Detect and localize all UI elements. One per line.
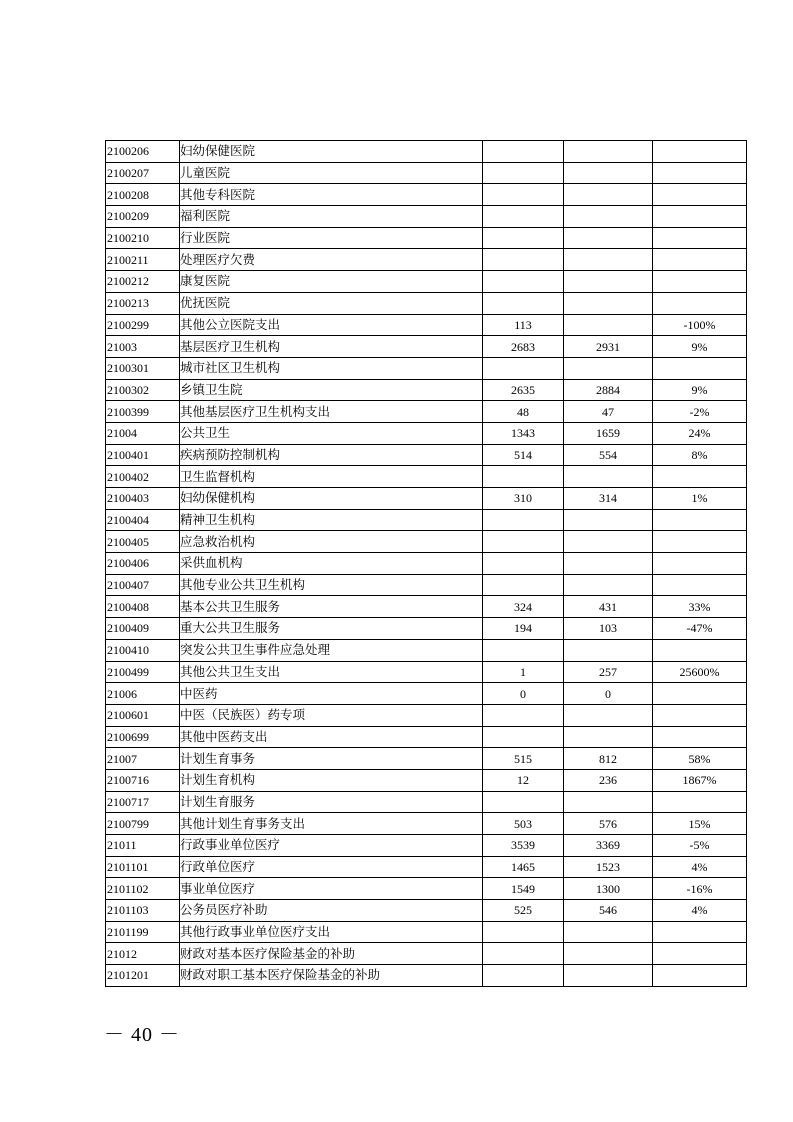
row-percent-change — [653, 943, 747, 965]
row-code: 2100404 — [106, 509, 180, 531]
row-value-2: 576 — [564, 813, 653, 835]
row-value-1: 1549 — [483, 878, 564, 900]
row-name: 福利医院 — [180, 206, 483, 228]
row-percent-change: 1867% — [653, 769, 747, 791]
row-value-1 — [483, 271, 564, 293]
table-body — [106, 141, 747, 987]
row-code: 2101103 — [106, 900, 180, 922]
row-percent-change — [653, 791, 747, 813]
row-code: 2101101 — [106, 856, 180, 878]
row-percent-change: 4% — [653, 900, 747, 922]
row-value-1 — [483, 141, 564, 163]
row-percent-change: -5% — [653, 835, 747, 857]
row-name: 妇幼保健机构 — [180, 488, 483, 510]
table-row — [106, 661, 747, 683]
row-value-2 — [564, 206, 653, 228]
row-percent-change: 4% — [653, 856, 747, 878]
row-code: 2100206 — [106, 141, 180, 163]
row-name: 行业医院 — [180, 227, 483, 249]
row-name: 康复医院 — [180, 271, 483, 293]
row-value-2 — [564, 314, 653, 336]
row-value-1: 515 — [483, 748, 564, 770]
row-value-2: 103 — [564, 618, 653, 640]
table-row — [106, 531, 747, 553]
table-row — [106, 900, 747, 922]
table-row — [106, 466, 747, 488]
row-value-2 — [564, 509, 653, 531]
table-row — [106, 878, 747, 900]
row-name: 行政单位医疗 — [180, 856, 483, 878]
row-value-1: 194 — [483, 618, 564, 640]
table-row — [106, 227, 747, 249]
row-value-1: 514 — [483, 444, 564, 466]
row-percent-change: 9% — [653, 336, 747, 358]
row-code: 2100410 — [106, 639, 180, 661]
table-row — [106, 813, 747, 835]
table-row — [106, 943, 747, 965]
row-name: 其他专业公共卫生机构 — [180, 574, 483, 596]
row-value-1: 2683 — [483, 336, 564, 358]
row-name: 其他中医药支出 — [180, 726, 483, 748]
table-row — [106, 314, 747, 336]
row-code: 21011 — [106, 835, 180, 857]
table-row — [106, 618, 747, 640]
row-value-2: 236 — [564, 769, 653, 791]
table-row — [106, 357, 747, 379]
row-name: 中医药 — [180, 683, 483, 705]
row-name: 重大公共卫生服务 — [180, 618, 483, 640]
table-row — [106, 683, 747, 705]
row-value-1 — [483, 466, 564, 488]
row-code: 2100208 — [106, 184, 180, 206]
row-code: 2100717 — [106, 791, 180, 813]
row-name: 其他公共卫生支出 — [180, 661, 483, 683]
row-code: 2100399 — [106, 401, 180, 423]
row-value-2 — [564, 553, 653, 575]
row-value-1 — [483, 639, 564, 661]
table-row — [106, 249, 747, 271]
row-value-2 — [564, 184, 653, 206]
row-code: 2100499 — [106, 661, 180, 683]
row-value-2: 47 — [564, 401, 653, 423]
row-percent-change: 8% — [653, 444, 747, 466]
row-code: 2100406 — [106, 553, 180, 575]
row-percent-change — [653, 574, 747, 596]
row-name: 精神卫生机构 — [180, 509, 483, 531]
row-percent-change — [653, 509, 747, 531]
row-percent-change — [653, 553, 747, 575]
row-percent-change — [653, 227, 747, 249]
table-row — [106, 791, 747, 813]
table-row — [106, 336, 747, 358]
row-name: 其他行政事业单位医疗支出 — [180, 921, 483, 943]
table-row — [106, 921, 747, 943]
table-row — [106, 401, 747, 423]
row-value-2: 431 — [564, 596, 653, 618]
page-number: － 40 － — [104, 1024, 180, 1046]
row-name: 城市社区卫生机构 — [180, 357, 483, 379]
row-code: 2100301 — [106, 357, 180, 379]
row-name: 中医（民族医）药专项 — [180, 704, 483, 726]
row-value-1 — [483, 921, 564, 943]
row-value-1 — [483, 574, 564, 596]
row-code: 2100209 — [106, 206, 180, 228]
row-percent-change — [653, 249, 747, 271]
row-code: 2100212 — [106, 271, 180, 293]
row-name: 其他基层医疗卫生机构支出 — [180, 401, 483, 423]
row-name: 采供血机构 — [180, 553, 483, 575]
table-row — [106, 965, 747, 987]
row-value-1 — [483, 531, 564, 553]
row-value-2: 2931 — [564, 336, 653, 358]
row-name: 妇幼保健医院 — [180, 141, 483, 163]
row-code: 2100207 — [106, 162, 180, 184]
row-value-1 — [483, 206, 564, 228]
row-code: 2100401 — [106, 444, 180, 466]
row-value-2: 546 — [564, 900, 653, 922]
table-row — [106, 141, 747, 163]
row-value-1 — [483, 162, 564, 184]
row-percent-change — [653, 921, 747, 943]
row-percent-change: 25600% — [653, 661, 747, 683]
row-value-1: 12 — [483, 769, 564, 791]
table-row — [106, 596, 747, 618]
row-percent-change — [653, 639, 747, 661]
row-code: 2100211 — [106, 249, 180, 271]
row-value-2 — [564, 791, 653, 813]
row-name: 其他计划生育事务支出 — [180, 813, 483, 835]
row-value-1 — [483, 553, 564, 575]
row-value-1: 3539 — [483, 835, 564, 857]
row-percent-change — [653, 292, 747, 314]
row-value-2: 314 — [564, 488, 653, 510]
row-code: 21003 — [106, 336, 180, 358]
row-percent-change — [653, 357, 747, 379]
row-percent-change: -16% — [653, 878, 747, 900]
row-value-2 — [564, 531, 653, 553]
row-value-1 — [483, 791, 564, 813]
row-code: 2100405 — [106, 531, 180, 553]
row-percent-change: -100% — [653, 314, 747, 336]
row-code: 2100407 — [106, 574, 180, 596]
table-row — [106, 271, 747, 293]
table-row — [106, 574, 747, 596]
row-value-1 — [483, 965, 564, 987]
table-row — [106, 704, 747, 726]
row-value-1 — [483, 292, 564, 314]
table-row — [106, 553, 747, 575]
row-value-1: 503 — [483, 813, 564, 835]
row-name: 应急救治机构 — [180, 531, 483, 553]
row-code: 21007 — [106, 748, 180, 770]
row-value-2 — [564, 249, 653, 271]
row-percent-change — [653, 683, 747, 705]
table-row — [106, 444, 747, 466]
row-value-2: 1300 — [564, 878, 653, 900]
row-name: 计划生育事务 — [180, 748, 483, 770]
row-name: 事业单位医疗 — [180, 878, 483, 900]
row-value-1 — [483, 943, 564, 965]
row-percent-change: 1% — [653, 488, 747, 510]
row-code: 21004 — [106, 422, 180, 444]
row-code: 2100213 — [106, 292, 180, 314]
table-row — [106, 422, 747, 444]
row-name: 儿童医院 — [180, 162, 483, 184]
row-value-2 — [564, 466, 653, 488]
row-value-2: 1523 — [564, 856, 653, 878]
row-code: 2100302 — [106, 379, 180, 401]
row-code: 2100799 — [106, 813, 180, 835]
row-percent-change — [653, 531, 747, 553]
row-value-2 — [564, 921, 653, 943]
row-value-2: 0 — [564, 683, 653, 705]
row-name: 财政对职工基本医疗保险基金的补助 — [180, 965, 483, 987]
row-value-1 — [483, 357, 564, 379]
row-name: 优抚医院 — [180, 292, 483, 314]
row-value-1: 1343 — [483, 422, 564, 444]
table-row — [106, 206, 747, 228]
row-value-1 — [483, 249, 564, 271]
row-code: 2101199 — [106, 921, 180, 943]
table-row — [106, 639, 747, 661]
row-name: 计划生育机构 — [180, 769, 483, 791]
row-percent-change: 9% — [653, 379, 747, 401]
row-value-1: 1465 — [483, 856, 564, 878]
row-code: 2100699 — [106, 726, 180, 748]
row-value-2 — [564, 141, 653, 163]
row-value-2 — [564, 292, 653, 314]
row-percent-change: 33% — [653, 596, 747, 618]
table-row — [106, 856, 747, 878]
row-percent-change — [653, 141, 747, 163]
row-code: 2100409 — [106, 618, 180, 640]
row-name: 行政事业单位医疗 — [180, 835, 483, 857]
row-value-2: 554 — [564, 444, 653, 466]
row-code: 2100403 — [106, 488, 180, 510]
row-value-2: 3369 — [564, 835, 653, 857]
row-name: 乡镇卫生院 — [180, 379, 483, 401]
budget-table — [105, 140, 747, 987]
row-percent-change — [653, 184, 747, 206]
row-percent-change: 58% — [653, 748, 747, 770]
row-percent-change — [653, 206, 747, 228]
row-code: 2101201 — [106, 965, 180, 987]
row-name: 突发公共卫生事件应急处理 — [180, 639, 483, 661]
row-name: 公务员医疗补助 — [180, 900, 483, 922]
row-code: 2100299 — [106, 314, 180, 336]
table-row — [106, 292, 747, 314]
row-code: 2100408 — [106, 596, 180, 618]
table-row — [106, 769, 747, 791]
row-value-1: 0 — [483, 683, 564, 705]
row-percent-change: -47% — [653, 618, 747, 640]
table-row — [106, 509, 747, 531]
row-name: 财政对基本医疗保险基金的补助 — [180, 943, 483, 965]
row-name: 处理医疗欠费 — [180, 249, 483, 271]
row-value-2: 1659 — [564, 422, 653, 444]
row-value-2 — [564, 227, 653, 249]
row-code: 2101102 — [106, 878, 180, 900]
table-row — [106, 726, 747, 748]
row-name: 疾病预防控制机构 — [180, 444, 483, 466]
row-value-1 — [483, 704, 564, 726]
row-value-2 — [564, 162, 653, 184]
row-name: 公共卫生 — [180, 422, 483, 444]
row-percent-change — [653, 466, 747, 488]
row-code: 2100210 — [106, 227, 180, 249]
row-code: 2100716 — [106, 769, 180, 791]
row-code: 21012 — [106, 943, 180, 965]
row-percent-change: -2% — [653, 401, 747, 423]
table-row — [106, 748, 747, 770]
row-value-2 — [564, 726, 653, 748]
row-value-1: 48 — [483, 401, 564, 423]
row-name: 计划生育服务 — [180, 791, 483, 813]
row-name: 基层医疗卫生机构 — [180, 336, 483, 358]
row-value-1: 525 — [483, 900, 564, 922]
row-value-2 — [564, 639, 653, 661]
row-value-1: 113 — [483, 314, 564, 336]
table-row — [106, 835, 747, 857]
table-row — [106, 184, 747, 206]
row-percent-change: 15% — [653, 813, 747, 835]
row-value-2 — [564, 943, 653, 965]
row-code: 21006 — [106, 683, 180, 705]
row-value-2 — [564, 357, 653, 379]
row-percent-change — [653, 726, 747, 748]
table-row — [106, 379, 747, 401]
table-row — [106, 162, 747, 184]
row-value-2 — [564, 271, 653, 293]
row-value-1 — [483, 509, 564, 531]
row-name: 卫生监督机构 — [180, 466, 483, 488]
row-percent-change — [653, 271, 747, 293]
row-code: 2100601 — [106, 704, 180, 726]
table-row — [106, 488, 747, 510]
row-value-1: 310 — [483, 488, 564, 510]
row-value-1 — [483, 227, 564, 249]
row-value-2: 257 — [564, 661, 653, 683]
row-value-2 — [564, 965, 653, 987]
row-value-1 — [483, 184, 564, 206]
row-value-2 — [564, 574, 653, 596]
row-name: 其他公立医院支出 — [180, 314, 483, 336]
row-name: 其他专科医院 — [180, 184, 483, 206]
row-percent-change: 24% — [653, 422, 747, 444]
row-value-2 — [564, 704, 653, 726]
row-percent-change — [653, 965, 747, 987]
row-value-2: 2884 — [564, 379, 653, 401]
row-value-1: 1 — [483, 661, 564, 683]
row-value-1: 324 — [483, 596, 564, 618]
row-percent-change — [653, 704, 747, 726]
row-percent-change — [653, 162, 747, 184]
row-value-1: 2635 — [483, 379, 564, 401]
row-value-2: 812 — [564, 748, 653, 770]
row-name: 基本公共卫生服务 — [180, 596, 483, 618]
row-value-1 — [483, 726, 564, 748]
row-code: 2100402 — [106, 466, 180, 488]
